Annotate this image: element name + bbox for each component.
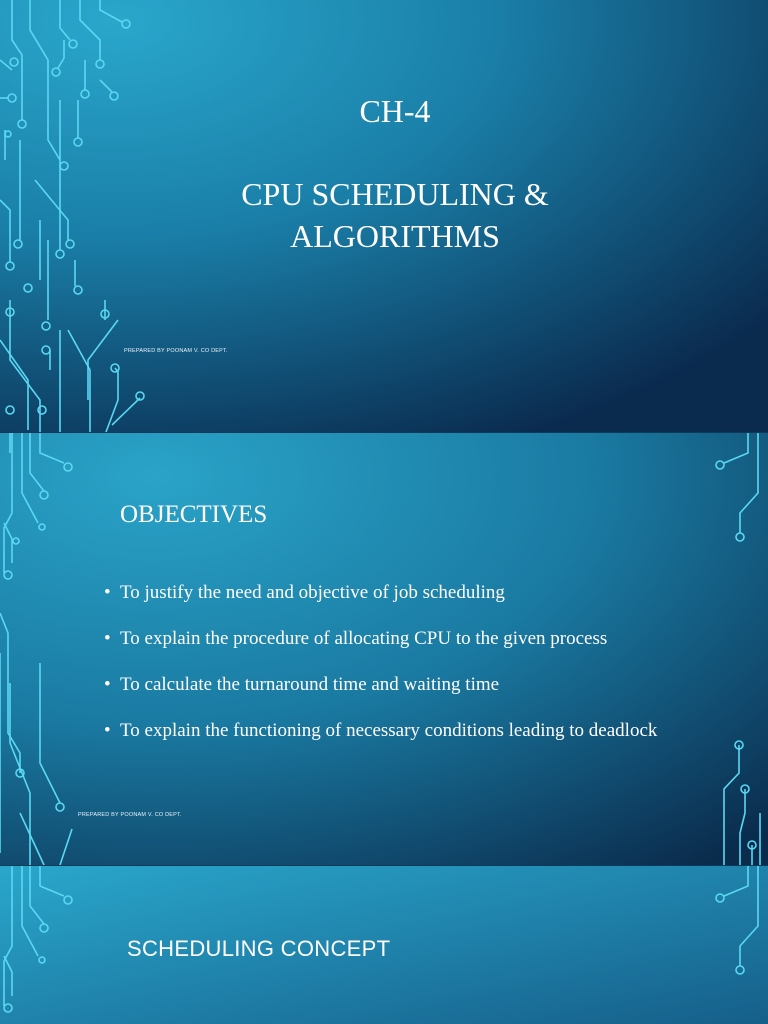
slide-title-line-2: ALGORITHMS	[290, 218, 500, 254]
slide-scheduling-concept	[0, 866, 768, 1024]
slide-footer: PREPARED BY POONAM V. CO DEPT.	[78, 812, 182, 818]
list-item: • To explain the functioning of necessary conditions leading to deadlock	[104, 712, 704, 749]
objectives-list	[104, 574, 704, 749]
slide-title-line-1: CPU SCHEDULING &	[241, 176, 549, 212]
circuit-decoration	[0, 0, 160, 432]
slide-title	[0, 0, 768, 432]
list-item: • To justify the need and objective of job scheduling	[104, 574, 704, 611]
bullet-icon: •	[104, 628, 111, 649]
bullet-icon: •	[104, 720, 111, 741]
bullet-icon: •	[104, 582, 111, 603]
slide-footer: PREPARED BY POONAM V. CO DEPT.	[124, 348, 228, 354]
list-item: • To calculate the turnaround time and waiting time	[104, 666, 704, 703]
bullet-icon: •	[104, 674, 111, 695]
list-item: • To explain the procedure of allocating CPU to the given process	[104, 620, 704, 657]
slide-objectives	[0, 433, 768, 865]
slide-heading: SCHEDULING CONCEPT	[127, 936, 391, 961]
chapter-title: CH-4	[359, 93, 431, 129]
slide-heading: OBJECTIVES	[120, 501, 268, 528]
